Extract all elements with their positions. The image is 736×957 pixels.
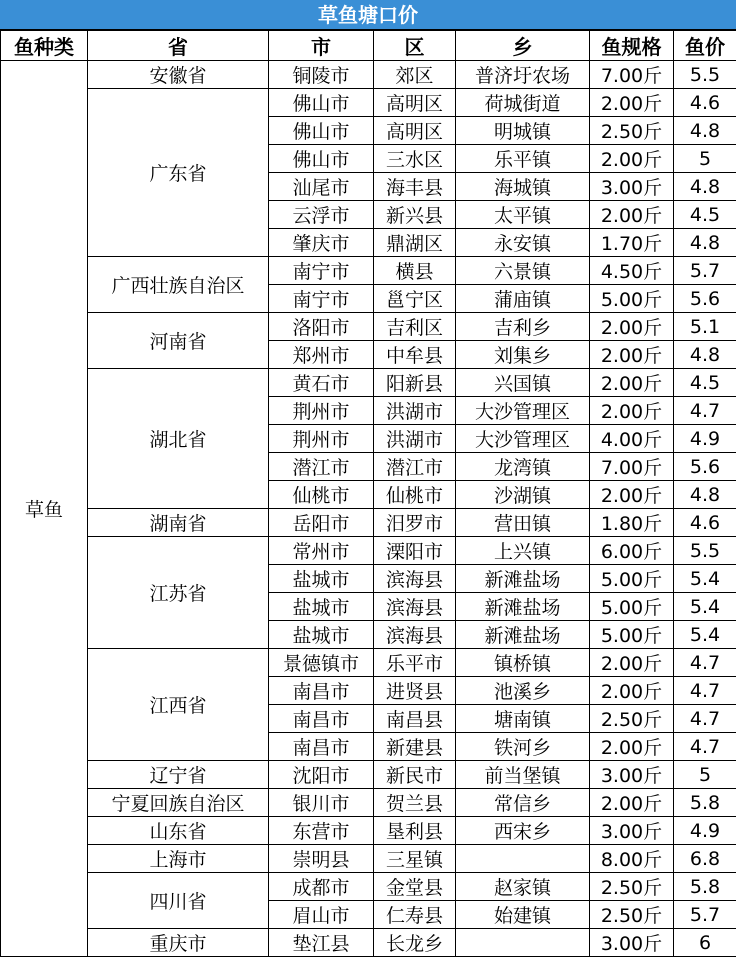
fish-size-cell: 3.00斤	[590, 817, 674, 845]
district-cell: 汨罗市	[374, 509, 456, 537]
header-city: 市	[269, 31, 374, 61]
fish-size-cell: 2.00斤	[590, 369, 674, 397]
fish-price-cell: 4.8	[674, 173, 736, 201]
fish-size-cell: 2.00斤	[590, 145, 674, 173]
township-cell: 镇桥镇	[456, 649, 590, 677]
province-cell: 重庆市	[88, 929, 269, 957]
district-cell: 邕宁区	[374, 285, 456, 313]
township-cell: 龙湾镇	[456, 453, 590, 481]
district-cell: 横县	[374, 257, 456, 285]
district-cell: 阳新县	[374, 369, 456, 397]
fish-size-cell: 8.00斤	[590, 845, 674, 873]
table-row	[1, 929, 736, 957]
fish-price-cell: 4.8	[674, 117, 736, 145]
city-cell: 常州市	[269, 537, 374, 565]
district-cell: 吉利区	[374, 313, 456, 341]
province-cell: 江西省	[88, 649, 269, 761]
district-cell: 新民市	[374, 761, 456, 789]
table-row	[1, 89, 736, 117]
city-cell: 佛山市	[269, 145, 374, 173]
city-cell: 岳阳市	[269, 509, 374, 537]
city-cell: 盐城市	[269, 621, 374, 649]
township-cell: 乐平镇	[456, 145, 590, 173]
fish-size-cell: 2.50斤	[590, 901, 674, 929]
township-cell: 塘南镇	[456, 705, 590, 733]
township-cell: 大沙管理区	[456, 425, 590, 453]
district-cell: 溧阳市	[374, 537, 456, 565]
fish-size-cell: 1.80斤	[590, 509, 674, 537]
township-cell: 永安镇	[456, 229, 590, 257]
township-cell: 赵家镇	[456, 873, 590, 901]
district-cell: 郊区	[374, 61, 456, 89]
township-cell	[456, 845, 590, 873]
township-cell: 明城镇	[456, 117, 590, 145]
district-cell: 乐平市	[374, 649, 456, 677]
table-row	[1, 369, 736, 397]
township-cell: 西宋乡	[456, 817, 590, 845]
township-cell: 海城镇	[456, 173, 590, 201]
township-cell: 常信乡	[456, 789, 590, 817]
district-cell: 新兴县	[374, 201, 456, 229]
township-cell: 太平镇	[456, 201, 590, 229]
fish-size-cell: 5.00斤	[590, 285, 674, 313]
fish-size-cell: 2.00斤	[590, 677, 674, 705]
fish-price-cell: 6	[674, 929, 736, 957]
fish-price-cell: 5	[674, 761, 736, 789]
district-cell: 新建县	[374, 733, 456, 761]
district-cell: 潜江市	[374, 453, 456, 481]
township-cell: 吉利乡	[456, 313, 590, 341]
district-cell: 垦利县	[374, 817, 456, 845]
fish-price-cell: 4.9	[674, 425, 736, 453]
township-cell: 蒲庙镇	[456, 285, 590, 313]
fish-size-cell: 5.00斤	[590, 565, 674, 593]
fish-size-cell: 1.70斤	[590, 229, 674, 257]
township-cell: 营田镇	[456, 509, 590, 537]
city-cell: 黄石市	[269, 369, 374, 397]
fish-price-cell: 5.5	[674, 61, 736, 89]
province-cell: 上海市	[88, 845, 269, 873]
fish-type-cell: 草鱼	[1, 61, 88, 957]
fish-size-cell: 2.00斤	[590, 649, 674, 677]
township-cell: 新滩盐场	[456, 621, 590, 649]
district-cell: 洪湖市	[374, 425, 456, 453]
fish-size-cell: 5.00斤	[590, 593, 674, 621]
township-cell: 刘集乡	[456, 341, 590, 369]
header-province: 省	[88, 31, 269, 61]
fish-price-cell: 4.5	[674, 201, 736, 229]
district-cell: 海丰县	[374, 173, 456, 201]
table-row	[1, 845, 736, 873]
fish-price-cell: 5.8	[674, 789, 736, 817]
district-cell: 进贤县	[374, 677, 456, 705]
fish-size-cell: 3.00斤	[590, 173, 674, 201]
fish-price-cell: 5.7	[674, 901, 736, 929]
fish-price-cell: 4.7	[674, 733, 736, 761]
table-row	[1, 537, 736, 565]
district-cell: 高明区	[374, 89, 456, 117]
table-body	[1, 61, 736, 957]
fish-price-cell: 4.7	[674, 649, 736, 677]
fish-size-cell: 4.00斤	[590, 425, 674, 453]
fish-size-cell: 7.00斤	[590, 453, 674, 481]
fish-size-cell: 3.00斤	[590, 929, 674, 957]
district-cell: 长龙乡	[374, 929, 456, 957]
header-row	[1, 31, 736, 61]
city-cell: 云浮市	[269, 201, 374, 229]
fish-price-cell: 5.4	[674, 565, 736, 593]
city-cell: 荆州市	[269, 425, 374, 453]
province-cell: 江苏省	[88, 537, 269, 649]
province-cell: 河南省	[88, 313, 269, 369]
city-cell: 成都市	[269, 873, 374, 901]
city-cell: 南宁市	[269, 285, 374, 313]
district-cell: 三水区	[374, 145, 456, 173]
header-district: 区	[374, 31, 456, 61]
city-cell: 南昌市	[269, 733, 374, 761]
city-cell: 沈阳市	[269, 761, 374, 789]
district-cell: 滨海县	[374, 621, 456, 649]
table-row	[1, 313, 736, 341]
city-cell: 南昌市	[269, 705, 374, 733]
township-cell: 六景镇	[456, 257, 590, 285]
province-cell: 辽宁省	[88, 761, 269, 789]
fish-size-cell: 2.00斤	[590, 733, 674, 761]
city-cell: 南昌市	[269, 677, 374, 705]
header-fish-type: 鱼种类	[1, 31, 88, 61]
table-row	[1, 257, 736, 285]
fish-price-cell: 4.6	[674, 509, 736, 537]
fish-price-cell: 5.6	[674, 453, 736, 481]
fish-price-cell: 5.5	[674, 537, 736, 565]
fish-size-cell: 6.00斤	[590, 537, 674, 565]
fish-size-cell: 2.00斤	[590, 201, 674, 229]
header-fish-price: 鱼价	[674, 31, 736, 61]
township-cell: 新滩盐场	[456, 593, 590, 621]
fish-size-cell: 5.00斤	[590, 621, 674, 649]
township-cell: 兴国镇	[456, 369, 590, 397]
township-cell: 铁河乡	[456, 733, 590, 761]
fish-price-cell: 5.4	[674, 593, 736, 621]
fish-price-cell: 4.5	[674, 369, 736, 397]
fish-price-cell: 5	[674, 145, 736, 173]
province-cell: 湖北省	[88, 369, 269, 509]
city-cell: 肇庆市	[269, 229, 374, 257]
fish-price-cell: 5.1	[674, 313, 736, 341]
sheet-title: 草鱼塘口价	[0, 0, 736, 30]
fish-size-cell: 2.00斤	[590, 397, 674, 425]
fish-size-cell: 2.00斤	[590, 341, 674, 369]
district-cell: 高明区	[374, 117, 456, 145]
province-cell: 湖南省	[88, 509, 269, 537]
fish-size-cell: 2.00斤	[590, 313, 674, 341]
province-cell: 四川省	[88, 873, 269, 929]
township-cell: 新滩盐场	[456, 565, 590, 593]
table-row	[1, 61, 736, 89]
province-cell: 安徽省	[88, 61, 269, 89]
city-cell: 东营市	[269, 817, 374, 845]
header-township: 乡	[456, 31, 590, 61]
province-cell: 广西壮族自治区	[88, 257, 269, 313]
city-cell: 潜江市	[269, 453, 374, 481]
township-cell: 始建镇	[456, 901, 590, 929]
fish-price-cell: 5.8	[674, 873, 736, 901]
table-row	[1, 509, 736, 537]
table-row	[1, 873, 736, 901]
district-cell: 鼎湖区	[374, 229, 456, 257]
township-cell: 池溪乡	[456, 677, 590, 705]
district-cell: 洪湖市	[374, 397, 456, 425]
fish-size-cell: 3.00斤	[590, 761, 674, 789]
city-cell: 郑州市	[269, 341, 374, 369]
city-cell: 铜陵市	[269, 61, 374, 89]
fish-size-cell: 4.50斤	[590, 257, 674, 285]
township-cell: 上兴镇	[456, 537, 590, 565]
city-cell: 南宁市	[269, 257, 374, 285]
province-cell: 山东省	[88, 817, 269, 845]
fish-price-cell: 6.8	[674, 845, 736, 873]
district-cell: 贺兰县	[374, 789, 456, 817]
district-cell: 仁寿县	[374, 901, 456, 929]
fish-price-cell: 4.7	[674, 677, 736, 705]
district-cell: 中牟县	[374, 341, 456, 369]
city-cell: 景德镇市	[269, 649, 374, 677]
fish-size-cell: 2.50斤	[590, 873, 674, 901]
table-row	[1, 761, 736, 789]
township-cell: 沙湖镇	[456, 481, 590, 509]
city-cell: 洛阳市	[269, 313, 374, 341]
fish-price-cell: 4.8	[674, 229, 736, 257]
city-cell: 崇明县	[269, 845, 374, 873]
fish-price-cell: 4.8	[674, 481, 736, 509]
table-row	[1, 817, 736, 845]
district-cell: 三星镇	[374, 845, 456, 873]
city-cell: 汕尾市	[269, 173, 374, 201]
fish-price-cell: 5.7	[674, 257, 736, 285]
fish-size-cell: 2.50斤	[590, 117, 674, 145]
fish-price-cell: 4.8	[674, 341, 736, 369]
district-cell: 滨海县	[374, 593, 456, 621]
city-cell: 垫江县	[269, 929, 374, 957]
fish-size-cell: 2.00斤	[590, 789, 674, 817]
city-cell: 佛山市	[269, 89, 374, 117]
district-cell: 金堂县	[374, 873, 456, 901]
fish-size-cell: 2.00斤	[590, 89, 674, 117]
township-cell: 荷城街道	[456, 89, 590, 117]
city-cell: 荆州市	[269, 397, 374, 425]
city-cell: 仙桃市	[269, 481, 374, 509]
table-row	[1, 789, 736, 817]
district-cell: 南昌县	[374, 705, 456, 733]
price-table	[0, 30, 736, 957]
fish-price-cell: 4.9	[674, 817, 736, 845]
province-cell: 广东省	[88, 89, 269, 257]
fish-price-cell: 5.4	[674, 621, 736, 649]
fish-size-cell: 2.50斤	[590, 705, 674, 733]
fish-price-cell: 4.6	[674, 89, 736, 117]
city-cell: 盐城市	[269, 565, 374, 593]
fish-price-cell: 5.6	[674, 285, 736, 313]
fish-size-cell: 2.00斤	[590, 481, 674, 509]
township-cell: 普济圩农场	[456, 61, 590, 89]
city-cell: 佛山市	[269, 117, 374, 145]
table-row	[1, 649, 736, 677]
header-fish-size: 鱼规格	[590, 31, 674, 61]
city-cell: 银川市	[269, 789, 374, 817]
fish-size-cell: 7.00斤	[590, 61, 674, 89]
district-cell: 滨海县	[374, 565, 456, 593]
township-cell: 大沙管理区	[456, 397, 590, 425]
city-cell: 盐城市	[269, 593, 374, 621]
fish-price-cell: 4.7	[674, 397, 736, 425]
township-cell	[456, 929, 590, 957]
district-cell: 仙桃市	[374, 481, 456, 509]
city-cell: 眉山市	[269, 901, 374, 929]
fish-price-cell: 4.7	[674, 705, 736, 733]
province-cell: 宁夏回族自治区	[88, 789, 269, 817]
township-cell: 前当堡镇	[456, 761, 590, 789]
